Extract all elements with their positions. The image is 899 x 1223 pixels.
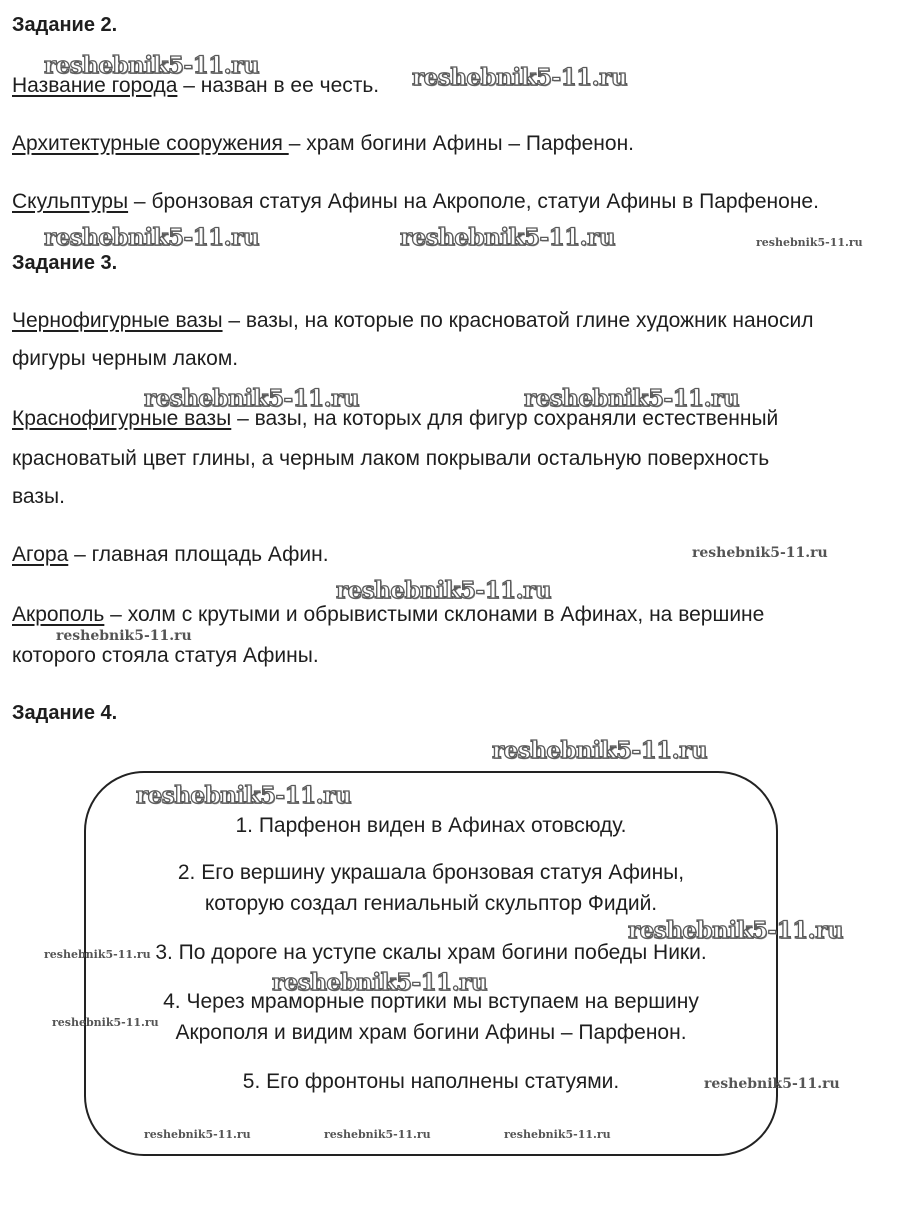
watermark-13: reshebnik5-11.ru (628, 917, 843, 944)
def-city-name: – назван в ее честь. (177, 74, 380, 97)
watermark-19: reshebnik5-11.ru (324, 1128, 431, 1141)
term-acropolis: Акрополь (12, 603, 105, 626)
watermark-10: reshebnik5-11.ru (56, 628, 192, 644)
def-red-figure-2: красноватый цвет глины, а черным лаком покрывали остальную поверхность (12, 447, 770, 470)
task3-acropolis-l1 (12, 603, 764, 627)
def-black-figure-2: фигуры черным лаком. (12, 347, 239, 370)
story-sentence-4b: Акрополя и видим храм богини Афины – Парфенон. (175, 1021, 687, 1044)
watermark-1: reshebnik5-11.ru (44, 52, 259, 79)
watermark-20: reshebnik5-11.ru (504, 1128, 611, 1141)
task4-heading: Задание 4. (12, 702, 118, 724)
task3-heading: Задание 3. (12, 252, 118, 274)
def-sculptures: – бронзовая статуя Афины на Акрополе, статуи Афины в Парфеноне. (128, 190, 819, 213)
term-sculptures: Скульптуры (12, 190, 129, 213)
watermark-8: reshebnik5-11.ru (692, 545, 828, 561)
term-red-figure: Краснофигурные вазы (12, 407, 232, 430)
term-architecture: Архитектурные сооружения (12, 132, 289, 155)
task3-agora (12, 543, 329, 567)
watermark-2: reshebnik5-11.ru (412, 64, 627, 91)
def-agora: – главная площадь Афин. (68, 543, 329, 566)
story-sentence-5: 5. Его фронтоны наполнены статуями. (242, 1070, 620, 1093)
task2-row-architecture (12, 132, 634, 156)
story-sentence-1: 1. Парфенон виден в Афинах отовсюду. (235, 814, 627, 837)
watermark-11: reshebnik5-11.ru (492, 737, 707, 764)
watermark-9: reshebnik5-11.ru (336, 577, 551, 604)
watermark-7: reshebnik5-11.ru (524, 385, 739, 412)
story-sentence-2b: которую создал гениальный скульптор Фидий. (204, 892, 658, 915)
watermark-14: reshebnik5-11.ru (44, 948, 151, 961)
watermark-4: reshebnik5-11.ru (400, 224, 615, 251)
watermark-12: reshebnik5-11.ru (136, 782, 351, 809)
def-architecture: – храм богини Афины – Парфенон. (288, 132, 635, 155)
watermark-3: reshebnik5-11.ru (44, 224, 259, 251)
def-red-figure-3: вазы. (12, 485, 65, 508)
story-sentence-4a: 4. Через мраморные портики мы вступаем на вершину (163, 990, 699, 1013)
def-acropolis-2: которого стояла статуя Афины. (12, 644, 319, 667)
watermark-5: reshebnik5-11.ru (756, 236, 863, 249)
task3-black-figure-l1 (12, 309, 813, 333)
def-red-figure-1: – вазы, на которых для фигур сохраняли естественный (231, 407, 779, 430)
watermark-17: reshebnik5-11.ru (704, 1076, 840, 1092)
watermark-18: reshebnik5-11.ru (144, 1128, 251, 1141)
term-city-name: Название города (12, 74, 178, 97)
watermark-15: reshebnik5-11.ru (272, 969, 487, 996)
def-acropolis-1: – холм с крутыми и обрывистыми склонами в Афинах, на вершине (104, 603, 765, 626)
story-sentence-3: 3. По дороге на уступе скалы храм богини победы Ники. (155, 941, 707, 964)
term-black-figure: Чернофигурные вазы (12, 309, 223, 332)
task2-heading: Задание 2. (12, 14, 118, 36)
task2-row-sculptures (12, 190, 819, 214)
story-sentence-2a: 2. Его вершину украшала бронзовая статуя Афины, (177, 861, 685, 884)
watermark-16: reshebnik5-11.ru (52, 1016, 159, 1029)
watermark-6: reshebnik5-11.ru (144, 385, 359, 412)
term-agora: Агора (12, 543, 69, 566)
def-black-figure-1: – вазы, на которые по красноватой глине художник наносил (222, 309, 814, 332)
